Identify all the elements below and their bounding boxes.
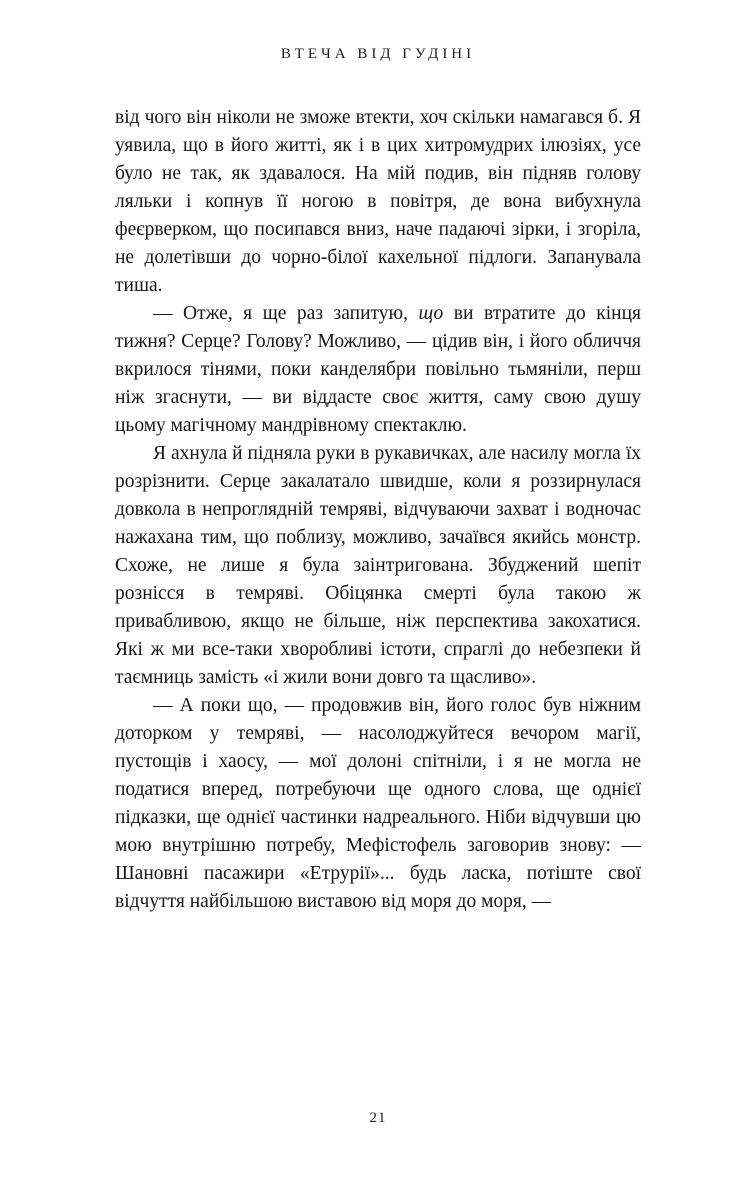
running-header: ВТЕЧА ВІД ГУДІНІ — [280, 46, 476, 62]
body-text — [115, 104, 641, 916]
paragraph-segment: від чого він ніколи не зможе втекти, хоч скільки намагався б. Я уявила, що в його житті, як і в цих хитромудрих ілюзіях, усе було не так, як здавалося. На мій подив, він підняв голову ляльки і копнув її ногою в повітря, де вона вибухнула феєрверком, що посипався вниз, наче падаючі зірки, і згоріла, не долетівши до чорно-білої кахельної підлоги. Запанувала тиша. — [115, 107, 641, 296]
paragraph — [115, 440, 641, 692]
paragraph — [115, 300, 641, 440]
page-number: 21 — [369, 1110, 387, 1126]
paragraph-segment: Я ахнула й підняла руки в рукавичках, але насилу могла їх розрізнити. Серце закалатало швидше, коли я роззирнулася довкола в непроглядній темряві, відчуваючи захват і водночас нажахана тим, що поблизу, можливо, зачаївся якийсь монстр. Схоже, не лише я була заінтригована. Збуджений шепіт рознісся в темряві. Обіцянка смерті була такою ж привабливою, якщо не більше, ніж перспектива закохатися. Які ж ми все-таки хворобливі істоти, спраглі до небезпеки й таємниць замість «і жили вони довго та щасливо». — [115, 443, 641, 688]
paragraph — [115, 104, 641, 300]
paragraph-segment-italic: що — [418, 303, 444, 324]
paragraph-segment: ви втратите до кінця тижня? Серце? Голову? Можливо, — цідив він, і його обличчя вкрилося тінями, поки канделябри повільно тьмяніли, перш ніж згаснути, — ви віддасте своє життя, саму свою душу цьому магічному мандрівному спектаклю. — [115, 303, 642, 436]
paragraph-segment: — А поки що, — продовжив він, його голос був ніжним доторком у темряві, — насолоджуйтеся вечором магії, пустощів і хаосу, — мої долоні спітніли, і я не могла не податися вперед, потребуючи ще одного слова, ще однієї підказки, ще однієї частинки надреального. Ніби відчувши цю мою внутрішню потребу, Мефістофель заговорив знову: — Шановні пасажири «Етрурії»... будь ласка, потіште свої відчуття найбільшою виставою від моря до моря, — — [115, 695, 641, 912]
paragraph-segment: — Отже, я ще раз запитую, — [153, 303, 419, 324]
paragraph — [115, 692, 641, 916]
